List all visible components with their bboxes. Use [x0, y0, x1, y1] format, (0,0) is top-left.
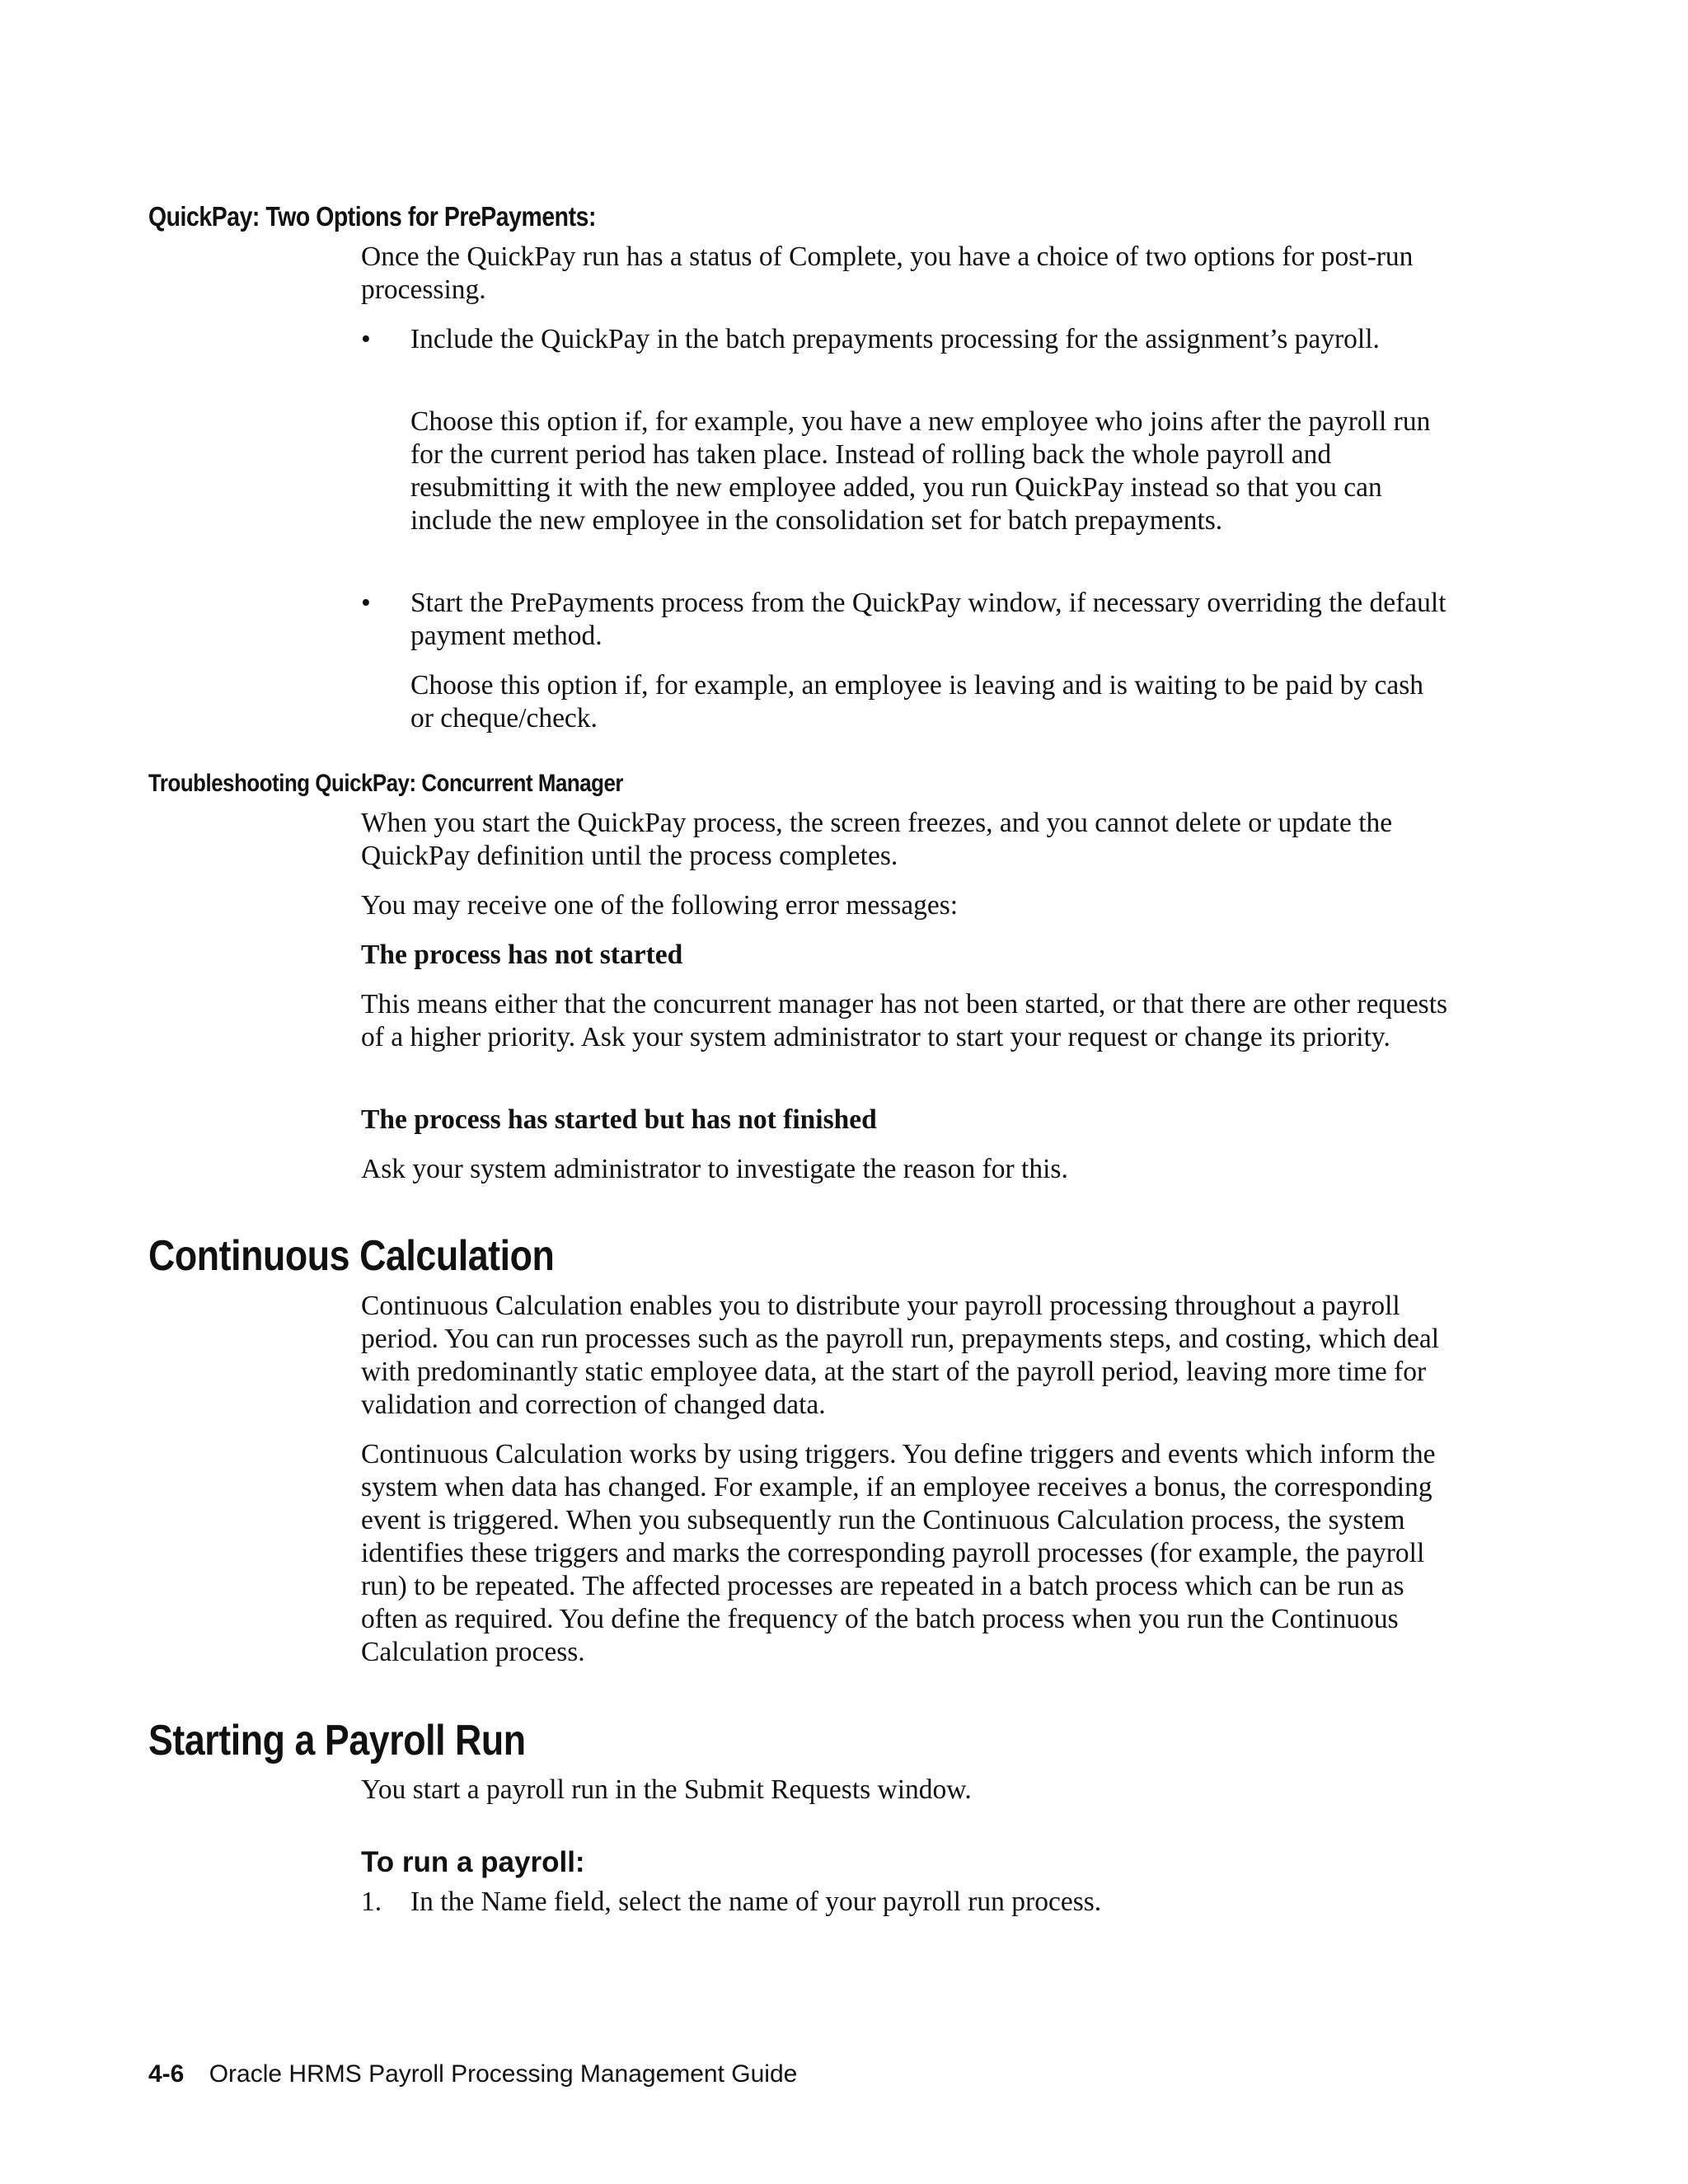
step-text: In the Name field, select the name of your payroll run process.	[410, 1886, 1102, 1917]
quickpay-options-intro: Once the QuickPay run has a status of Complete, you have a choice of two options for post-run processing.	[361, 241, 1414, 305]
error-desc-not-finished: Ask your system administrator to investigate the reason for this.	[361, 1154, 1068, 1184]
book-title: Oracle HRMS Payroll Processing Management Guide	[209, 2060, 798, 2088]
step-number: 1.	[361, 1886, 382, 1917]
option-1-note: Choose this option if, for example, you have a new employee who joins after the payroll run for the current period has taken place. Instead of rolling back the whole payroll and resubmitting it with the new employee added, you run QuickPay instead so that you can include the new employee in the consolidation set for batch prepayments.	[410, 406, 1431, 536]
continuous-p1: Continuous Calculation enables you to distribute your payroll processing throughout a payroll period. You can run processes such as the payroll run, prepayments steps, and costing, which deal with predominantly static employee data, at the start of the payroll period, leaving more time for validation and correction of changed data.	[361, 1291, 1440, 1420]
section-heading-troubleshooting: Troubleshooting QuickPay: Concurrent Manager	[148, 770, 623, 797]
section-heading-quickpay-options: QuickPay: Two Options for PrePayments:	[148, 201, 596, 232]
section-heading-continuous: Continuous Calculation	[148, 1232, 555, 1280]
option-2-note: Choose this option if, for example, an employee is leaving and is waiting to be paid by cash or cheque/check.	[410, 670, 1423, 733]
page-footer	[148, 2060, 797, 2088]
page-number: 4-6	[148, 2060, 185, 2088]
troubleshooting-p1: When you start the QuickPay process, the screen freezes, and you cannot delete or update the QuickPay definition until the process completes.	[361, 808, 1393, 871]
error-label-not-finished: The process has started but has not finished	[361, 1104, 877, 1135]
bullet-icon: •	[361, 324, 371, 354]
error-desc-not-started: This means either that the concurrent manager has not been started, or that there are other requests of a higher priority. Ask your system administrator to start your request or change its priority.	[361, 989, 1448, 1052]
procedure-heading: To run a payroll:	[361, 1846, 585, 1878]
troubleshooting-p2: You may receive one of the following error messages:	[361, 890, 959, 921]
section-heading-starting: Starting a Payroll Run	[148, 1717, 526, 1765]
option-1-text: Include the QuickPay in the batch prepayments processing for the assignment’s payroll.	[410, 324, 1380, 354]
option-2-text: Start the PrePayments process from the QuickPay window, if necessary overriding the default payment method.	[410, 588, 1447, 651]
bullet-icon: •	[361, 588, 371, 618]
starting-p1: You start a payroll run in the Submit Requests window.	[361, 1774, 972, 1805]
continuous-p2: Continuous Calculation works by using triggers. You define triggers and events which inform the system when data has changed. For example, if an employee receives a bonus, the corresponding event is triggered. When you subsequently run the Continuous Calculation process, the system identifies these triggers and marks the corresponding payroll processes (for example, the payroll run) to be repeated. The affected processes are repeated in a batch process which can be run as often as required. You define the frequency of the batch process when you run the Continuous Calculation process.	[361, 1439, 1436, 1667]
error-label-not-started: The process has not started	[361, 940, 683, 970]
